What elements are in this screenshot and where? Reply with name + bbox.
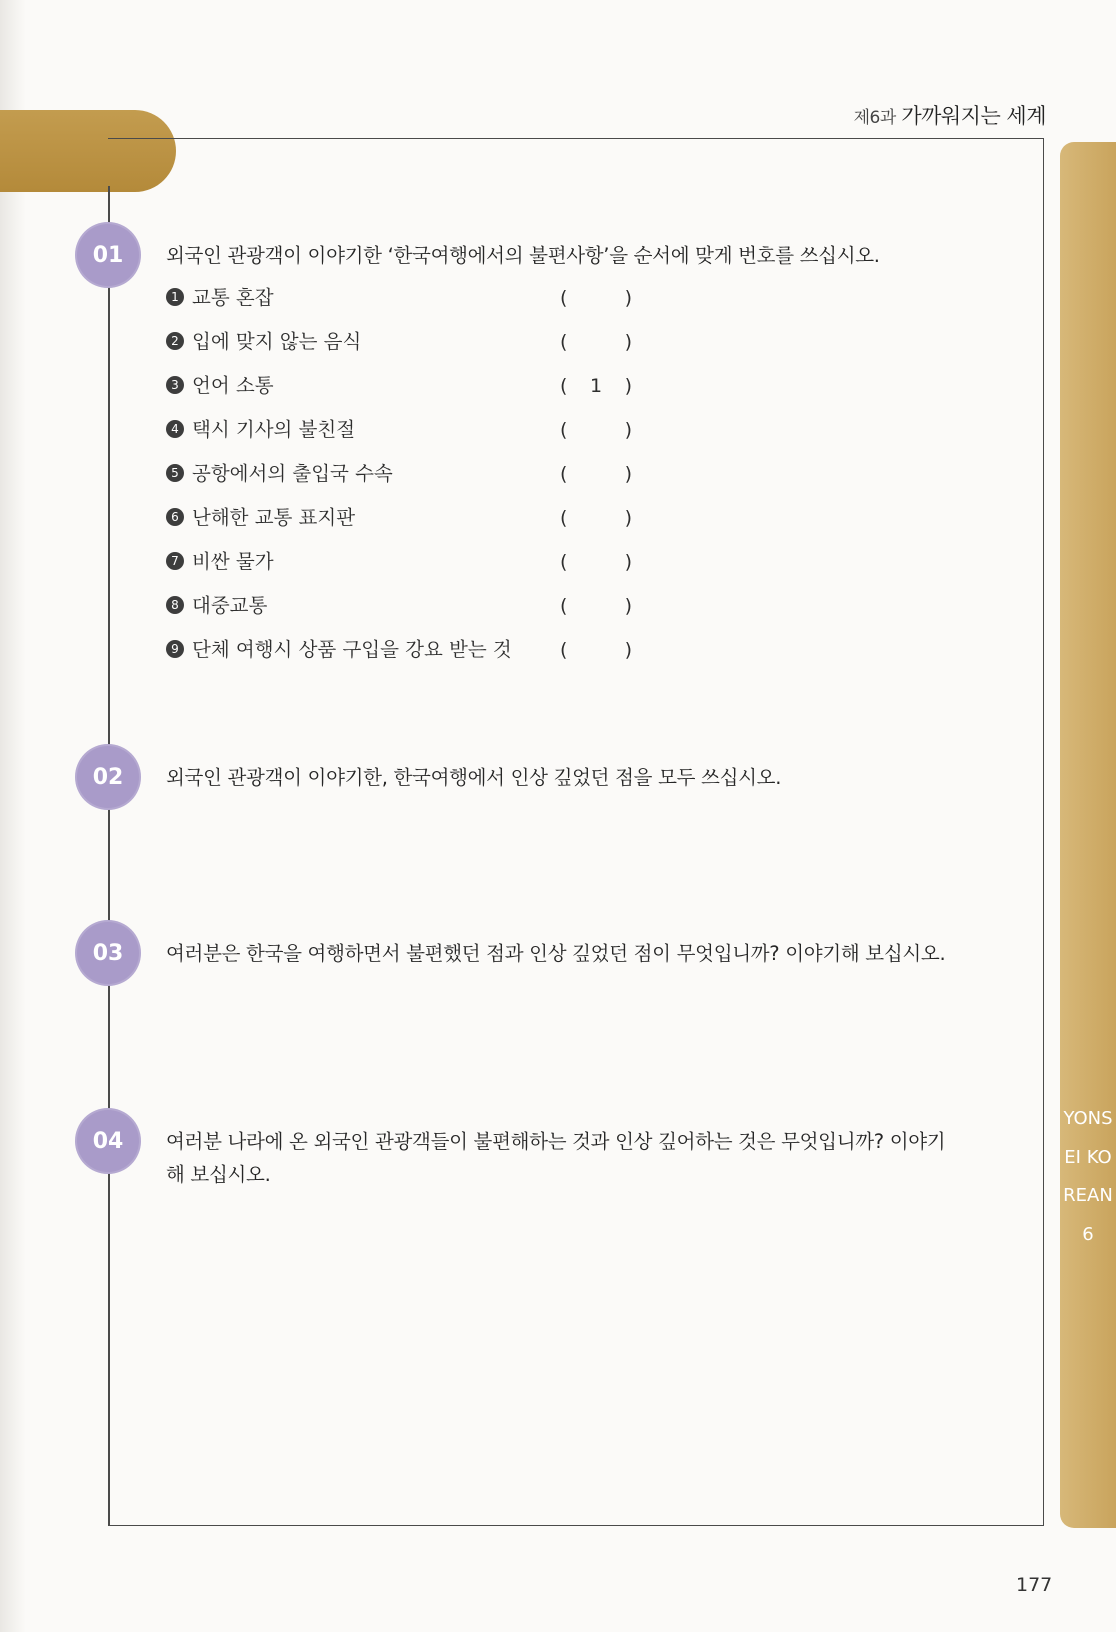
item-label: 공항에서의 출입국 수속 — [192, 462, 393, 485]
side-band — [1060, 142, 1116, 1528]
list-item — [166, 412, 646, 456]
list-item — [166, 544, 646, 588]
circled-number: 3 — [166, 376, 184, 394]
page-number: 177 — [1016, 1574, 1053, 1596]
item-label: 난해한 교통 표지판 — [192, 506, 356, 529]
list-item — [166, 368, 646, 412]
item-label: 택시 기사의 불친절 — [192, 418, 356, 441]
circled-number: 6 — [166, 508, 184, 526]
answer-list — [166, 280, 646, 676]
answer-blank[interactable]: ( ) — [560, 595, 632, 617]
answer-value: 1 — [589, 375, 603, 397]
answer-blank[interactable]: ( 1 ) — [560, 368, 632, 404]
page-edge-shadow — [0, 0, 26, 1632]
answer-blank[interactable]: ( ) — [560, 639, 632, 661]
list-item — [166, 500, 646, 544]
question-badge-02: 02 — [75, 744, 141, 810]
list-item — [166, 324, 646, 368]
list-item — [166, 280, 646, 324]
item-label: 단체 여행시 상품 구입을 강요 받는 것 — [192, 638, 512, 661]
circled-number: 1 — [166, 288, 184, 306]
answer-blank[interactable]: ( ) — [560, 463, 632, 485]
item-label: 언어 소통 — [192, 374, 274, 397]
question-04-line-2: 해 보십시오. — [166, 1163, 271, 1186]
answer-blank[interactable]: ( ) — [560, 551, 632, 573]
question-03-text: 여러분은 한국을 여행하면서 불편했던 점과 인상 깊었던 점이 무엇입니까? 이야기해 보십시오. — [166, 942, 946, 965]
list-item — [166, 588, 646, 632]
question-badge-04: 04 — [75, 1108, 141, 1174]
running-header — [854, 100, 1046, 130]
question-badge-03: 03 — [75, 920, 141, 986]
lesson-title: 가까워지는 세계 — [901, 104, 1046, 128]
answer-blank[interactable]: ( ) — [560, 287, 632, 309]
circled-number: 9 — [166, 640, 184, 658]
circled-number: 8 — [166, 596, 184, 614]
series-name: YONSEI KOREAN 6 — [1063, 1108, 1113, 1245]
circled-number: 5 — [166, 464, 184, 482]
lesson-number: 제6과 — [853, 108, 896, 128]
answer-blank[interactable]: ( ) — [560, 331, 632, 353]
question-04-line-1: 여러분 나라에 온 외국인 관광객들이 불편해하는 것과 인상 깊어하는 것은 무엇입니까? 이야기 — [166, 1130, 946, 1153]
circled-number: 2 — [166, 332, 184, 350]
answer-blank[interactable]: ( ) — [560, 419, 632, 441]
list-item — [166, 456, 646, 500]
question-01-text: 외국인 관광객이 이야기한 ‘한국여행에서의 불편사항’을 순서에 맞게 번호를 쓰십시오. — [166, 244, 880, 267]
question-04-text — [166, 1125, 1016, 1191]
circled-number: 7 — [166, 552, 184, 570]
question-timeline — [108, 186, 110, 1526]
list-item — [166, 632, 646, 676]
answer-blank[interactable]: ( ) — [560, 507, 632, 529]
question-02-text: 외국인 관광객이 이야기한, 한국여행에서 인상 깊었던 점을 모두 쓰십시오. — [166, 766, 782, 789]
question-badge-01: 01 — [75, 222, 141, 288]
circled-number: 4 — [166, 420, 184, 438]
item-label: 교통 혼잡 — [192, 286, 274, 309]
item-label: 대중교통 — [192, 594, 268, 617]
item-label: 입에 맞지 않는 음식 — [192, 330, 362, 353]
item-label: 비싼 물가 — [192, 550, 274, 573]
